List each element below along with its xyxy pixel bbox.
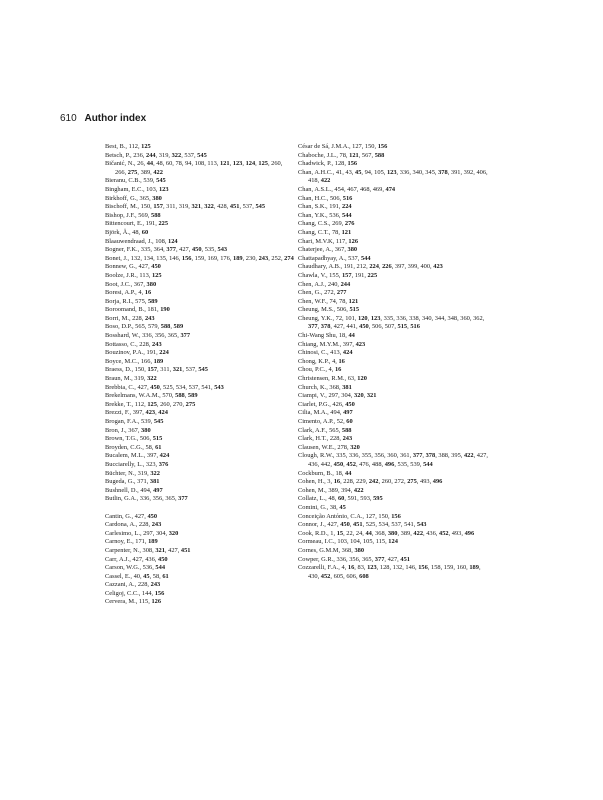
- index-entry: Cimento, A.P., 52, 60: [298, 418, 353, 425]
- index-entry: Cilia, M.A., 494, 497: [298, 409, 353, 417]
- index-entry: Cowper, G.R., 336, 356, 365, 377, 427, 451: [298, 555, 410, 563]
- index-entry: Boroomand, B., 181, 190: [105, 306, 170, 314]
- index-entry: Chang, C.S., 269, 276: [298, 220, 355, 228]
- index-entry: Boso, D.P., 565, 579, 588, 589: [105, 323, 184, 331]
- index-entry: Ciampi, V., 297, 304, 320, 321: [298, 392, 377, 400]
- index-entry: Clark, H.T., 228, 243: [298, 435, 353, 443]
- index-entry: Bucalem, M.L., 397, 424: [105, 452, 170, 460]
- index-entry: Bouzinov, P.A., 191, 224: [105, 349, 169, 357]
- index-entry: Bushnell, D., 494, 497: [105, 486, 163, 494]
- index-entry: Cassel, E., 40, 45, 58, 61: [105, 572, 169, 580]
- index-entry: Bittencourt, E., 191, 225: [105, 220, 169, 228]
- index-entry: Cervera, M., 115, 126: [105, 598, 162, 606]
- index-entry: Cohen, M., 389, 394, 422: [298, 486, 364, 494]
- index-entry: Borja, R.I., 575, 589: [105, 297, 158, 305]
- index-entry: Boolze, J.R., 113, 125: [105, 271, 162, 279]
- index-entry: Chen, G., 272, 277: [298, 289, 347, 297]
- index-entry: Celigoj, C.C., 144, 156: [105, 589, 165, 597]
- index-column-left: [105, 143, 295, 607]
- index-entry: Carr, A.J., 427, 436, 450: [105, 555, 168, 563]
- index-entry: Birkhoff, G., 365, 380: [105, 194, 162, 202]
- index-entry: Carlesimo, L., 297, 304, 320: [105, 529, 179, 537]
- index-entry: Clough, R.W., 335, 336, 355, 356, 360, 361, 377, 378, 388, 395, 422, 427, 436, 442, 450, 452, 476, 488, 496, 535, 539, 544: [298, 452, 488, 468]
- index-entry: Bieranu, C.B., 539, 545: [105, 177, 166, 185]
- index-entry: César de Sá, J.M.A., 127, 150, 156: [298, 143, 388, 150]
- index-entry: Cook, R.D., 1, 15, 22, 24, 44, 368, 380, 389, 422, 436, 452, 493, 496: [298, 529, 475, 537]
- index-entry: Chan, H.C., 506, 516: [298, 194, 353, 202]
- index-entry: Brogan, F.A., 539, 545: [105, 418, 164, 425]
- page-number: 610: [60, 113, 77, 124]
- index-entry: Cazzani, A., 228, 243: [105, 581, 161, 589]
- index-entry: Collatz, L., 48, 60, 591, 593, 595: [298, 495, 383, 503]
- index-entry: Cantin, G., 427, 450: [105, 512, 158, 520]
- index-column-right: [298, 143, 490, 581]
- index-entry: Chaterjee, A., 367, 380: [298, 246, 358, 254]
- index-entry: Cardona, A., 228, 243: [105, 521, 162, 529]
- index-entry: Boyce, M.C., 166, 189: [105, 357, 164, 365]
- index-entry: Boresi, A.P., 4, 16: [105, 289, 152, 297]
- index-entry: Chen, W.F., 74, 78, 121: [298, 297, 359, 305]
- index-entry: Chan, S.K., 191, 224: [298, 203, 352, 211]
- index-entry: Chi-Wang Shu, 18, 44: [298, 332, 355, 340]
- index-entry: Cockburn, B., 18, 44: [298, 469, 352, 477]
- index-entry: Bugeda, G., 371, 381: [105, 478, 160, 486]
- index-entry: Cohen, H., 3, 16, 228, 229, 242, 260, 272, 275, 493, 496: [298, 478, 443, 486]
- index-entry: Chan, A.S.L., 454, 467, 468, 469, 474: [298, 185, 396, 193]
- index-entry: Chiang, M.Y.M., 397, 423: [298, 340, 366, 348]
- page-title: Author index: [84, 113, 147, 124]
- index-entry: Butlin, G.A., 336, 356, 365, 377: [105, 495, 188, 503]
- index-entry: Chong, K.P., 4, 16: [298, 357, 345, 365]
- index-entry: Boot, J.C., 367, 380: [105, 280, 157, 288]
- index-entry: Cormeau, I.C., 103, 104, 105, 115, 124: [298, 538, 398, 546]
- index-entry: Christensen, R.M., 63, 120: [298, 375, 367, 383]
- index-entry: Bonnew, G., 427, 450: [105, 263, 161, 271]
- index-entry: Braess, D., 150, 157, 311, 321, 537, 545: [105, 366, 208, 374]
- index-entry: Brekelmans, W.A.M., 570, 588, 589: [105, 392, 198, 400]
- index-entry: Carson, W.G., 536, 544: [105, 564, 166, 572]
- index-entry: Chadwick, P., 128, 156: [298, 160, 358, 168]
- index-entry: Bingham, E.C., 103, 123: [105, 185, 169, 193]
- index-entry: Brebbia, C., 427, 450, 525, 534, 537, 541, 543: [105, 383, 224, 391]
- index-entry: Chari, M.V.K, 117, 126: [298, 237, 359, 245]
- index-entry: Björk, Å., 48, 60: [105, 228, 149, 236]
- index-entry: Broyden, C.G., 58, 61: [105, 443, 162, 451]
- index-entry: Cheung, Y.K., 72, 101, 120, 123, 335, 336, 338, 340, 344, 348, 360, 362, 377, 378, 427, 441, 450, 506, 507, 515, 516: [298, 314, 485, 331]
- index-entry: Bonet, J., 132, 134, 135, 146, 156, 159, 169, 176, 189, 230, 243, 252, 274: [105, 254, 294, 262]
- index-entry: Chou, P.C., 4, 16: [298, 366, 342, 374]
- index-entry: Chattapadhyay, A., 537, 544: [298, 254, 371, 262]
- index-entry: Chaboche, J.L., 78, 121, 567, 588: [298, 151, 385, 159]
- index-entry: Bucciarelly, L., 323, 376: [105, 460, 169, 468]
- index-entry: Bičanić, N., 26, 44, 48, 60, 78, 94, 108, 113, 121, 123, 124, 125, 260, 266, 275, 389, 422: [105, 160, 283, 176]
- index-entry: Blaauwendraad, J., 108, 124: [105, 237, 178, 245]
- index-entry: Clausen, W.E., 278, 320: [298, 443, 360, 451]
- index-entry: Cornes, G.M.M, 368, 380: [298, 546, 365, 554]
- index-entry: Conceição António, C.A., 127, 150, 156: [298, 512, 401, 520]
- index-entry: Connor, J., 427, 450, 451, 525, 534, 537, 541, 543: [298, 521, 427, 529]
- index-entry: Cozzarelli, F.A., 4, 16, 83, 123, 128, 132, 146, 156, 158, 159, 160, 189, 430, 452, 605, 606, 608: [298, 564, 481, 580]
- index-entry: Church, K., 368, 381: [298, 383, 352, 391]
- index-entry: Chawla, V., 155, 157, 191, 225: [298, 271, 378, 279]
- index-entry: Bron, J., 367, 380: [105, 426, 151, 434]
- page-header: [60, 113, 146, 124]
- index-entry: Chen, A.J., 240, 244: [298, 280, 351, 288]
- index-entry: Brekke, T., 112, 125, 260, 270, 275: [105, 400, 196, 408]
- index-entry: Clark, A.F., 565, 588: [298, 426, 352, 434]
- index-entry: Bogner, F.K., 335, 364, 377, 427, 450, 535, 543: [105, 246, 228, 254]
- index-entry: Brown, T.G., 506, 515: [105, 435, 163, 443]
- index-entry: Chang, C.T., 78, 121: [298, 228, 352, 236]
- index-entry: Bosshard, W., 336, 356, 365, 377: [105, 332, 191, 340]
- index-entry: Bishop, J.F., 569, 588: [105, 211, 161, 219]
- index-entry: Braun, M., 319, 322: [105, 375, 157, 383]
- index-entry: Chaudhary, A.B., 191, 212, 224, 226, 397, 399, 400, 423: [298, 263, 443, 271]
- index-entry: Chan, A.H.C., 41, 43, 45, 94, 105, 123, 336, 340, 345, 378, 391, 392, 406, 418, 422: [298, 168, 488, 185]
- index-entry: Brezzi, F., 397, 423, 424: [105, 409, 168, 417]
- index-entry: Borri, M., 228, 243: [105, 314, 155, 322]
- index-entry: Chan, Y.K., 536, 544: [298, 211, 352, 219]
- index-entry: Comini, G., 38, 45: [298, 503, 346, 511]
- index-gap: [105, 504, 295, 513]
- index-entry: Carnoy, E., 171, 189: [105, 538, 158, 546]
- index-entry: Bischoff, M., 150, 157, 311, 319, 321, 322, 428, 451, 537, 545: [105, 203, 266, 211]
- index-entry: Bottasso, C., 228, 243: [105, 340, 162, 348]
- index-entry: Cheung, M.S., 506, 515: [298, 306, 360, 314]
- index-entry: Ciarlet, P.G., 426, 450: [298, 400, 355, 408]
- index-entry: Betsch, P., 236, 244, 319, 322, 537, 545: [105, 151, 207, 159]
- index-entry: Büchter, N., 319, 322: [105, 469, 160, 477]
- index-entry: Chinosi, C., 413, 424: [298, 349, 353, 357]
- index-entry: Best, B., 112, 125: [105, 143, 151, 150]
- index-entry: Carpenter, N., 308, 321, 427, 451: [105, 546, 191, 554]
